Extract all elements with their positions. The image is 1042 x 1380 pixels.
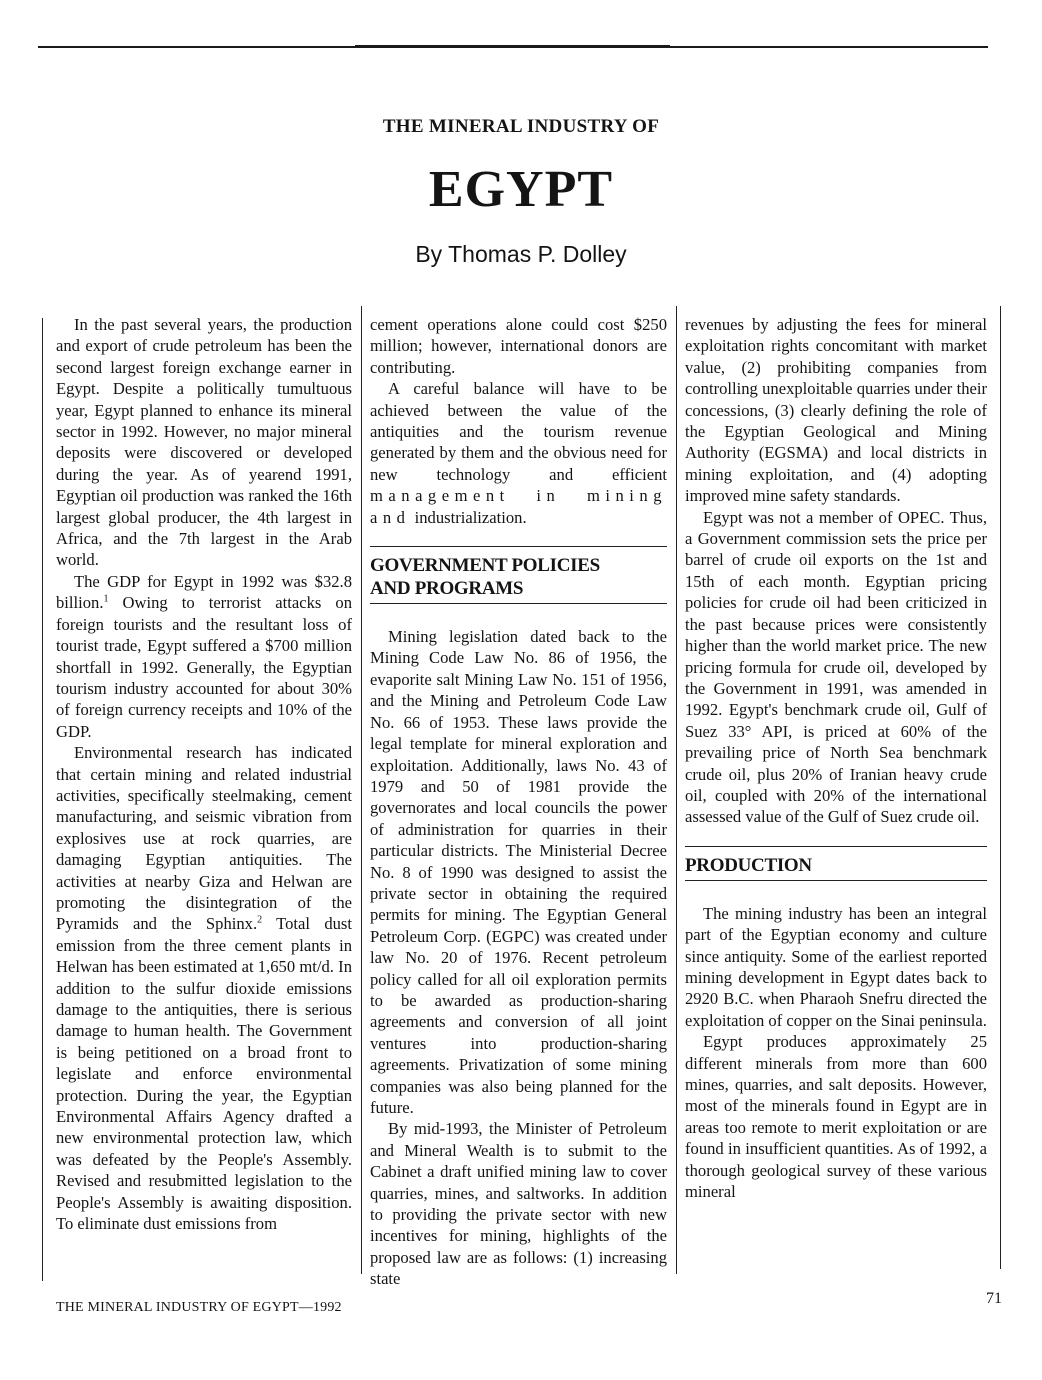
paragraph: Egypt was not a member of OPEC. Thus, a Government commission sets the price per barrel of crude oil exports on the 1st and 15th of each month. Egyptian pricing policies for crude oil had been criticized in the past because prices were consistently higher than the world market price. The new pricing formula for crude oil, developed by the Government in 1991, was amended in 1992. Egypt's benchmark crude oil, Gulf of Suez 33° API, is priced at 60% of the prevailing price of North Sea benchmark crude oil, plus 20% of Iranian heavy crude oil, coupled with 20% of the international assessed value of the Gulf of Suez crude oil. [685,507,987,827]
paragraph: cement operations alone could cost $250 million; however, international donors are contributing. [370,315,667,377]
section-heading-line: GOVERNMENT POLICIES [370,555,600,577]
paragraph-text: Owing to terrorist attacks on foreign tourists and the resultant loss of tourist trade, Egypt suffered a $700 million shortfall in 1992. Generally, the Egyptian tourism industry accounted for about 30% of foreign currency receipts and 10% of the GDP. [56,593,352,741]
paragraph [56,742,352,1234]
paragraph-text: Total dust emission from the three cement plants in Helwan has been estimated at 1,650 mt/d. In addition to the sulfur dioxide emissions damage to the antiquities, there is serious damage to human health. The Government is being petitioned on a broad front to legislate and enforce environmental protection. During the year, the Egyptian Environmental Affairs Agency drafted a new environmental protection law, which was defeated by the People's Assembly. Revised and resubmitted legislation to the People's Assembly is awaiting disposition. To eliminate dust emissions from [56,914,352,1234]
page-number: 71 [986,1290,1002,1307]
paragraph: Egypt produces approximately 25 different minerals from more than 600 mines, quarries, and salt deposits. However, most of the minerals found in Egypt are in areas too remote to merit exploitation or are found in insufficient quantities. As of 1992, a thorough geological survey of these various mineral [685,1032,987,1202]
paragraph-text: The GDP for Egypt in 1992 was $32.8 billion. [56,571,352,613]
section-heading-line: PRODUCTION [685,854,812,876]
section-heading-government-policies [370,546,667,604]
paragraph-text: Environmental research has indicated that certain mining and related industrial activities, specifically steelmaking, cement manufacturing, and seismic vibration from explosives use at rock quarries, are damaging Egyptian antiquities. The activities at nearby Giza and Helwan are promoting the disintegration of the Pyramids and the Sphinx. [56,743,352,934]
column-rule-left [42,318,43,1281]
paragraph-text: industrialization. [414,507,527,527]
paragraph [370,378,667,528]
column-rule-middle-2 [676,306,677,1274]
top-rule-accent [355,45,670,48]
paragraph-text: A careful balance will have to be achieved between the value of the antiquities and the tourism revenue generated by them and the obvious need for new technology and efficient [370,379,667,484]
author-byline: By Thomas P. Dolley [415,241,627,267]
paragraph: Mining legislation dated back to the Mining Code Law No. 86 of 1956, the evaporite salt Mining Law No. 151 of 1956, and the Mining and Petroleum Code Law No. 66 of 1953. These laws provide the legal template for mineral exploration and exploitation. Additionally, laws No. 43 of 1979 and 50 of 1981 provide the governorates and local councils the power of administration for quarries in their particular districts. The Ministerial Decree No. 8 of 1990 was designed to assist the private sector in obtaining the required permits for mining. The Egyptian General Petroleum Corp. (EGPC) was created under law No. 20 of 1976. Recent petroleum policy called for all oil exploration permits to be awarded as production-sharing agreements and conversion of all joint ventures into production-sharing agreements. Privatization of some mining companies was also being planned for the future. [370,627,667,1117]
column-rule-right [1000,306,1001,1269]
footnote-ref: 2 [257,914,263,926]
section-heading-line: AND PROGRAMS [370,578,524,600]
page-title: EGYPT [428,161,614,218]
column-3 [685,314,987,1202]
paragraph: By mid-1993, the Minister of Petroleum and Mineral Wealth is to submit to the Cabinet a draft unified mining law to cover quarries, mines, and saltworks. In addition to providing the private sector with new incentives for mining, highlights of the proposed law are as follows: (1) increasing state [370,1119,667,1289]
paragraph-text: management in mining and [370,486,667,527]
paragraph: In the past several years, the production and export of crude petroleum has been the second largest foreign exchange earner in Egypt. Despite a politically tumultuous year, Egypt planned to enhance its mineral sector in 1992. However, no major mineral deposits were discovered or developed during the year. As of yearend 1991, Egyptian oil production was ranked the 16th largest global producer, the 4th largest in Africa, and the 7th largest in the Arab world. [56,315,352,570]
running-footer: THE MINERAL INDUSTRY OF EGYPT—1992 [56,1300,342,1315]
report-kicker: THE MINERAL INDUSTRY OF [382,116,660,137]
paragraph: The mining industry has been an integral part of the Egyptian economy and culture since antiquity. Some of the earliest reported mining development in Egypt dates back to 2920 B.C. when Pharaoh Snefru directed the exploitation of copper on the Sinai peninsula. [685,903,987,1030]
column-2 [370,314,667,1290]
column-rule-middle-1 [361,306,362,1274]
paragraph: revenues by adjusting the fees for mineral exploitation rights concomitant with market value, (2) prohibiting companies from controlling unexploitable quarries under their concessions, (3) clearly defining the role of the Egyptian Geological and Mining Authority (EGSMA) and local districts in mining exploitation, and (4) adopting improved mine safety standards. [685,315,987,506]
paragraph [56,571,352,742]
section-heading-production [685,846,987,881]
column-1 [56,314,352,1234]
footnote-ref: 1 [103,593,109,605]
